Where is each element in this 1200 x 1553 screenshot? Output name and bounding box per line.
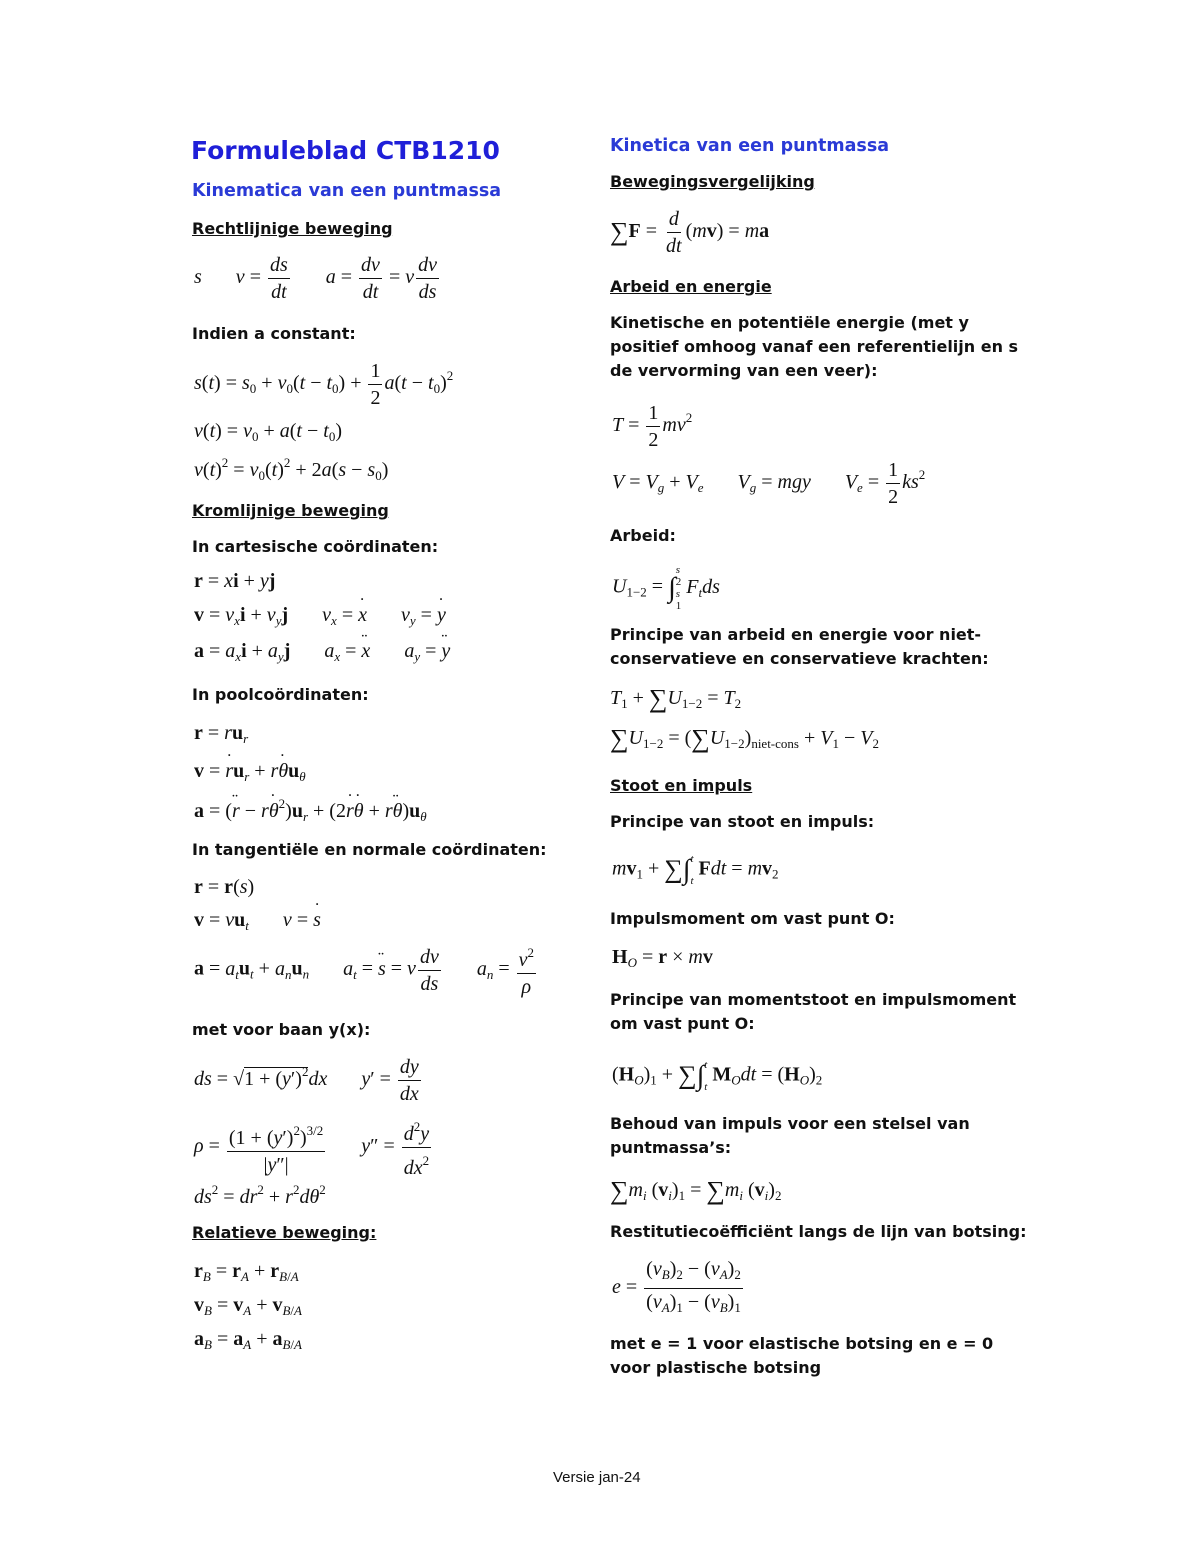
angular-momentum-text: Impulsmoment om vast punt O:: [610, 909, 895, 928]
noncons-subscript: niet-cons: [751, 736, 799, 751]
formula-angular-impulse: $(H_O)_1$ + ∑∫ t t $M_Odt = (H_O)_2$: [612, 1059, 823, 1093]
formula-restitution: e = $\frac{(v_B)_2 - (v_A)_2}{(v_A)_1 - (v_B)_1}$: [612, 1258, 741, 1315]
formula-rel-a: $a_B = a_A + a_{B/A}$: [194, 1328, 302, 1352]
conservation-text: Behoud van impuls voor een stelsel van puntmassa’s:: [610, 1114, 970, 1157]
restitution-text: Restitutiecoëfficiënt langs de lijn van botsing:: [610, 1222, 1027, 1241]
formula-tn-r: r = r(s): [194, 876, 255, 898]
cartesian-label: In cartesische coördinaten:: [192, 537, 439, 556]
formula-rho: ρ = $\frac{(1 + (y')^2)^{3/2}}{|y''|}$ y″ = $\frac{d^2y}{dx^2}$: [194, 1114, 433, 1181]
section-kinematics: Kinematica van een puntmassa: [192, 181, 502, 201]
const-a-label: Indien a constant:: [192, 324, 356, 343]
formula-polar-v: v = r $˙u_r + r\theta$ $˙u_\theta$: [194, 760, 306, 785]
formula-polar-a: a = (r ¨ − rθ $˙^2)u_r + (2r$ ˙θ ˙ + rθ $¨)u_\theta$: [194, 796, 427, 825]
work-principle-text: Principe van arbeid en energie voor niet-conservatieve en conservatieve krachten:: [610, 625, 989, 668]
formula-ds2: $ds^2 = dr^2 + r^2d\theta^2$: [194, 1182, 326, 1208]
impulse-principle-text: Principe van stoot en impuls:: [610, 812, 875, 831]
work-label: Arbeid:: [610, 526, 676, 545]
energy-text: Kinetische en potentiële energie (met y positief omhoog vanaf een referentielijn en s de vervorming van een veer):: [610, 313, 1019, 380]
formula-rel-v: $v_B = v_A + v_{B/A}$: [194, 1294, 302, 1318]
formula-angular-momentum: $H_O = r$ × mv: [612, 946, 713, 970]
relative-heading: Relatieve beweging:: [192, 1223, 377, 1242]
formula-impulse: $mv_1$ + ∑∫ t t Fdt = $mv_2$: [612, 853, 779, 887]
formula-rectilinear: s v = $\frac{ds}{dt}$ a = $\frac{dv}{dt}$ = v $\frac{dv}{ds}$: [194, 254, 437, 303]
eom-heading: Bewegingsvergelijking: [610, 172, 815, 191]
formula-cart-v: $v = v_xi + v_yj$ $v_x = x$ ˙ $v_y = y$ ˙: [194, 604, 446, 629]
formula-tn-a: $a = a_tu_t + a_nu_n$ $a_t = s$ ¨ = v $\frac{dv}{ds}$ $a_n$ = $\frac{v^2}{\rho}$: [194, 940, 538, 1000]
polar-label: In poolcoördinaten:: [192, 685, 369, 704]
curvilinear-heading: Kromlijnige beweging: [192, 501, 389, 520]
page-title: Formuleblad CTB1210: [191, 136, 500, 165]
formula-tn-v: $v = vu_t$ v = s ˙: [194, 909, 321, 934]
formula-work-principle: $T_1 + \sum U_{1-2} = T_2$: [610, 684, 742, 713]
footer-version: Versie jan-24: [553, 1469, 641, 1486]
formula-potential-energy: $V = V_g + V_e$ $V_g$ = mgy $V_e$ = $\frac{1}{2}$ $ks^2$: [612, 459, 926, 508]
rectilinear-heading: Rechtlijnige beweging: [192, 219, 393, 238]
section-kinetics: Kinetica van een puntmassa: [610, 136, 890, 156]
formula-velocity-squared: $v(t)^2 = v_0(t)^2 + 2a(s - s_0)$: [194, 455, 389, 483]
angular-impulse-text: Principe van momentstoot en impulsmoment om vast punt O:: [610, 990, 1017, 1033]
formula-ds: ds = $√1 + (y')^2dx$ y′ = $\frac{dy}{dx}$: [194, 1056, 419, 1105]
formula-kinetic-energy: T = $\frac{1}{2}$ $mv^2$: [612, 402, 693, 451]
formula-cart-r: r = xi + yj: [194, 570, 276, 592]
restitution-note: met e = 1 voor elastische botsing en e = 0 voor plastische botsing: [610, 1334, 994, 1377]
impulse-heading: Stoot en impuls: [610, 776, 753, 795]
formula-conservation: $\sum m_i$ $(v_i)_1 = \sum m_i$ $(v_i)_2$: [610, 1176, 782, 1205]
formula-cart-a: $a = a_xi + a_yj$ $a_x = x$ ¨ $a_y = y$ ¨: [194, 640, 450, 665]
formula-velocity: $v(t) = v_0 + a(t - t_0)$: [194, 420, 342, 444]
formula-position: $s(t) = s_0 + v_0(t - t_0)$ + $\frac{1}{2}$ $a(t - t_0)^2$: [194, 360, 454, 409]
formula-work: $U_{1-2}$ = ∫ s 2 s 1 $F_tds$: [612, 564, 720, 612]
tangential-label: In tangentiële en normale coördinaten:: [192, 840, 547, 859]
work-energy-heading: Arbeid en energie: [610, 277, 772, 296]
formula-work-nonconservative: $\sum U_{1-2} = (\sum U_{1-2})_{niet-cons} + V_1 - V_2$: [610, 724, 879, 753]
formula-eom: ∑F = $\frac{d}{dt}$ (mv) = ma: [610, 208, 770, 257]
path-label: met voor baan y(x):: [192, 1020, 371, 1039]
formula-rel-r: $r_B = r_A + r_{B/A}$: [194, 1260, 299, 1284]
formula-polar-r: $r = ru_r$: [194, 722, 249, 746]
